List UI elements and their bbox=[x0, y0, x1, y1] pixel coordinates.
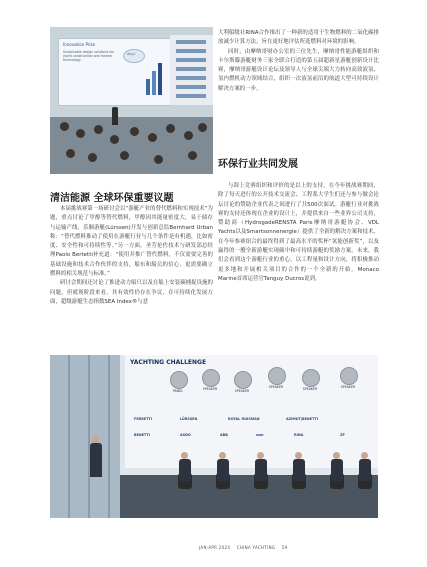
screen-chart-icon bbox=[145, 59, 165, 95]
speaker-figure bbox=[112, 107, 118, 125]
paragraph: 大利船级社RINA合作推出了一种新的适用于生物燃料的二氧化碳排放减少计算方法，旨在更好地评估所选燃料对环境的影响。 bbox=[218, 30, 379, 46]
moderator-figure bbox=[90, 443, 102, 477]
paragraph: 与海上竞赛组织和评价的是以上的支持，在今年挑战赛期间，除了每天进行的公开技术交流会、工程系大学生们还与参与做会论坛讨论的赞助企业代表之间进行了共500次面试。游艇行业对挑战赛的支持还体现在企业的设计上，并提供来自一些业界公司支持，赞助商（HydrogadeRENSTA Paris摩纳哥游艇协会、VDL Yachts以及Smartsonnenergie）提供了全新的解决方案和技术，在今年参赛组合的最终得到了最高水平的奖杯“氢能创新奖”，以及赢得的一艘全新游艇实现碳中和可持续游艇的奖励方案。未来，我们会看到这个游艇行业的重心，以工程量和设计方向，将积极推动更多地和开展相关项目的合作的一个全新的开始。Monaco Marine首席运营官Tanguy Ducros说到。 bbox=[218, 183, 379, 282]
panel-discussion-photo bbox=[50, 355, 378, 518]
bubble-text: Why? bbox=[127, 52, 136, 56]
page-footer bbox=[199, 545, 293, 550]
sponsor-logo: AZIMUT|BENETTI bbox=[286, 417, 319, 421]
sponsor-logo: ROYAL HUISMAN bbox=[228, 417, 260, 421]
paragraph: 本届挑战赛第一场研讨会以“游艇产业的替代燃料和实现技术”为题，重点讨论了甲醇等替代燃料，甲醇因其能量密度大，易于储存与运输产线，乐顺游艇(Lürssen)开发与创新总监Bernhard Urban称：“替代燃料推动了使用在游艇行业与几个条件是有机遇，比如密度、安全性和可持续性等。”另一方面，圣劳伦佐技术与研发部总经理Paolo Bertetti补充道：“使用并推广替代燃料，不仅需要完善的基础设施和技术合作伙伴的支持，船东和船员的信心，更需要确立燃料的相关规范与标准。” bbox=[50, 206, 213, 278]
section-heading-left: 清洁能源 全球环保重要议题 bbox=[50, 193, 174, 204]
panelist-name: SPEAKER bbox=[340, 385, 356, 389]
article-column-left bbox=[50, 205, 213, 307]
panelist-name: SPEAKER bbox=[234, 389, 250, 393]
panelist-name: PANEL bbox=[172, 389, 184, 393]
panelist-name: SPEAKER bbox=[302, 387, 318, 391]
page-number: 59 bbox=[281, 545, 288, 550]
window-wall bbox=[50, 355, 120, 518]
sponsor-logo: BENETTI bbox=[134, 433, 151, 437]
article-column-right-bottom bbox=[218, 182, 379, 284]
audience-area bbox=[50, 117, 213, 174]
presentation-screen bbox=[58, 38, 171, 106]
backdrop-title: YACHTING CHALLENGE bbox=[130, 359, 207, 366]
sponsor-logo: ABB bbox=[220, 433, 228, 437]
sponsor-logo: FERRETTI bbox=[134, 417, 153, 421]
sponsor-logo: LÜRSSEN bbox=[180, 417, 198, 421]
screen-title: Innovation Prize bbox=[63, 42, 96, 47]
paragraph: 研讨会期间还讨论了推进动力船只以及在船上安装碳捕捉设施的问题，但就现阶段来看，其有效性仍存在争议，在可持续化发展方面，超级游艇生态指数SEA Index®与意 bbox=[50, 280, 213, 305]
article-column-right-top bbox=[218, 29, 379, 94]
section-heading-right: 环保行业共同发展 bbox=[218, 159, 298, 170]
panelist-name: SPEAKER bbox=[202, 387, 218, 391]
sponsor-logo: RINA bbox=[294, 433, 304, 437]
panelist-portrait bbox=[268, 367, 286, 385]
sponsor-wall bbox=[170, 35, 213, 105]
footer-date: JAN-APR 2024 bbox=[199, 545, 231, 550]
conference-photo-top bbox=[50, 27, 213, 174]
panelist-portrait bbox=[234, 371, 252, 389]
panelist-portrait bbox=[202, 369, 220, 387]
paragraph: 同时，由摩纳哥财办公室的三位先生，摩纳哥性能游艇组织和卡尔斯滕游艇财务三家全联合打造的第五届超新星游艇创新设计比赛，摩纳哥游艇设计论坛及领导人与全球尖端大力转向高效液氢、氢内燃机动力领域结合，组织一次液氢前沿的航道大型可持续设计解决方案的一步。 bbox=[218, 48, 379, 92]
panelist-name: SPEAKER bbox=[268, 385, 284, 389]
sponsor-logo: ASDO bbox=[180, 433, 191, 437]
panelist-portrait bbox=[302, 369, 320, 387]
footer-magazine: CHINA YACHTING bbox=[236, 545, 276, 550]
sponsor-logo: ZF bbox=[340, 433, 345, 437]
panelist-portrait bbox=[340, 367, 358, 385]
screen-body: Sustainable design solutions for yacht construction and marine technology bbox=[63, 50, 114, 62]
sponsor-logo: ssm bbox=[256, 433, 264, 437]
panelist-portrait bbox=[170, 371, 188, 389]
